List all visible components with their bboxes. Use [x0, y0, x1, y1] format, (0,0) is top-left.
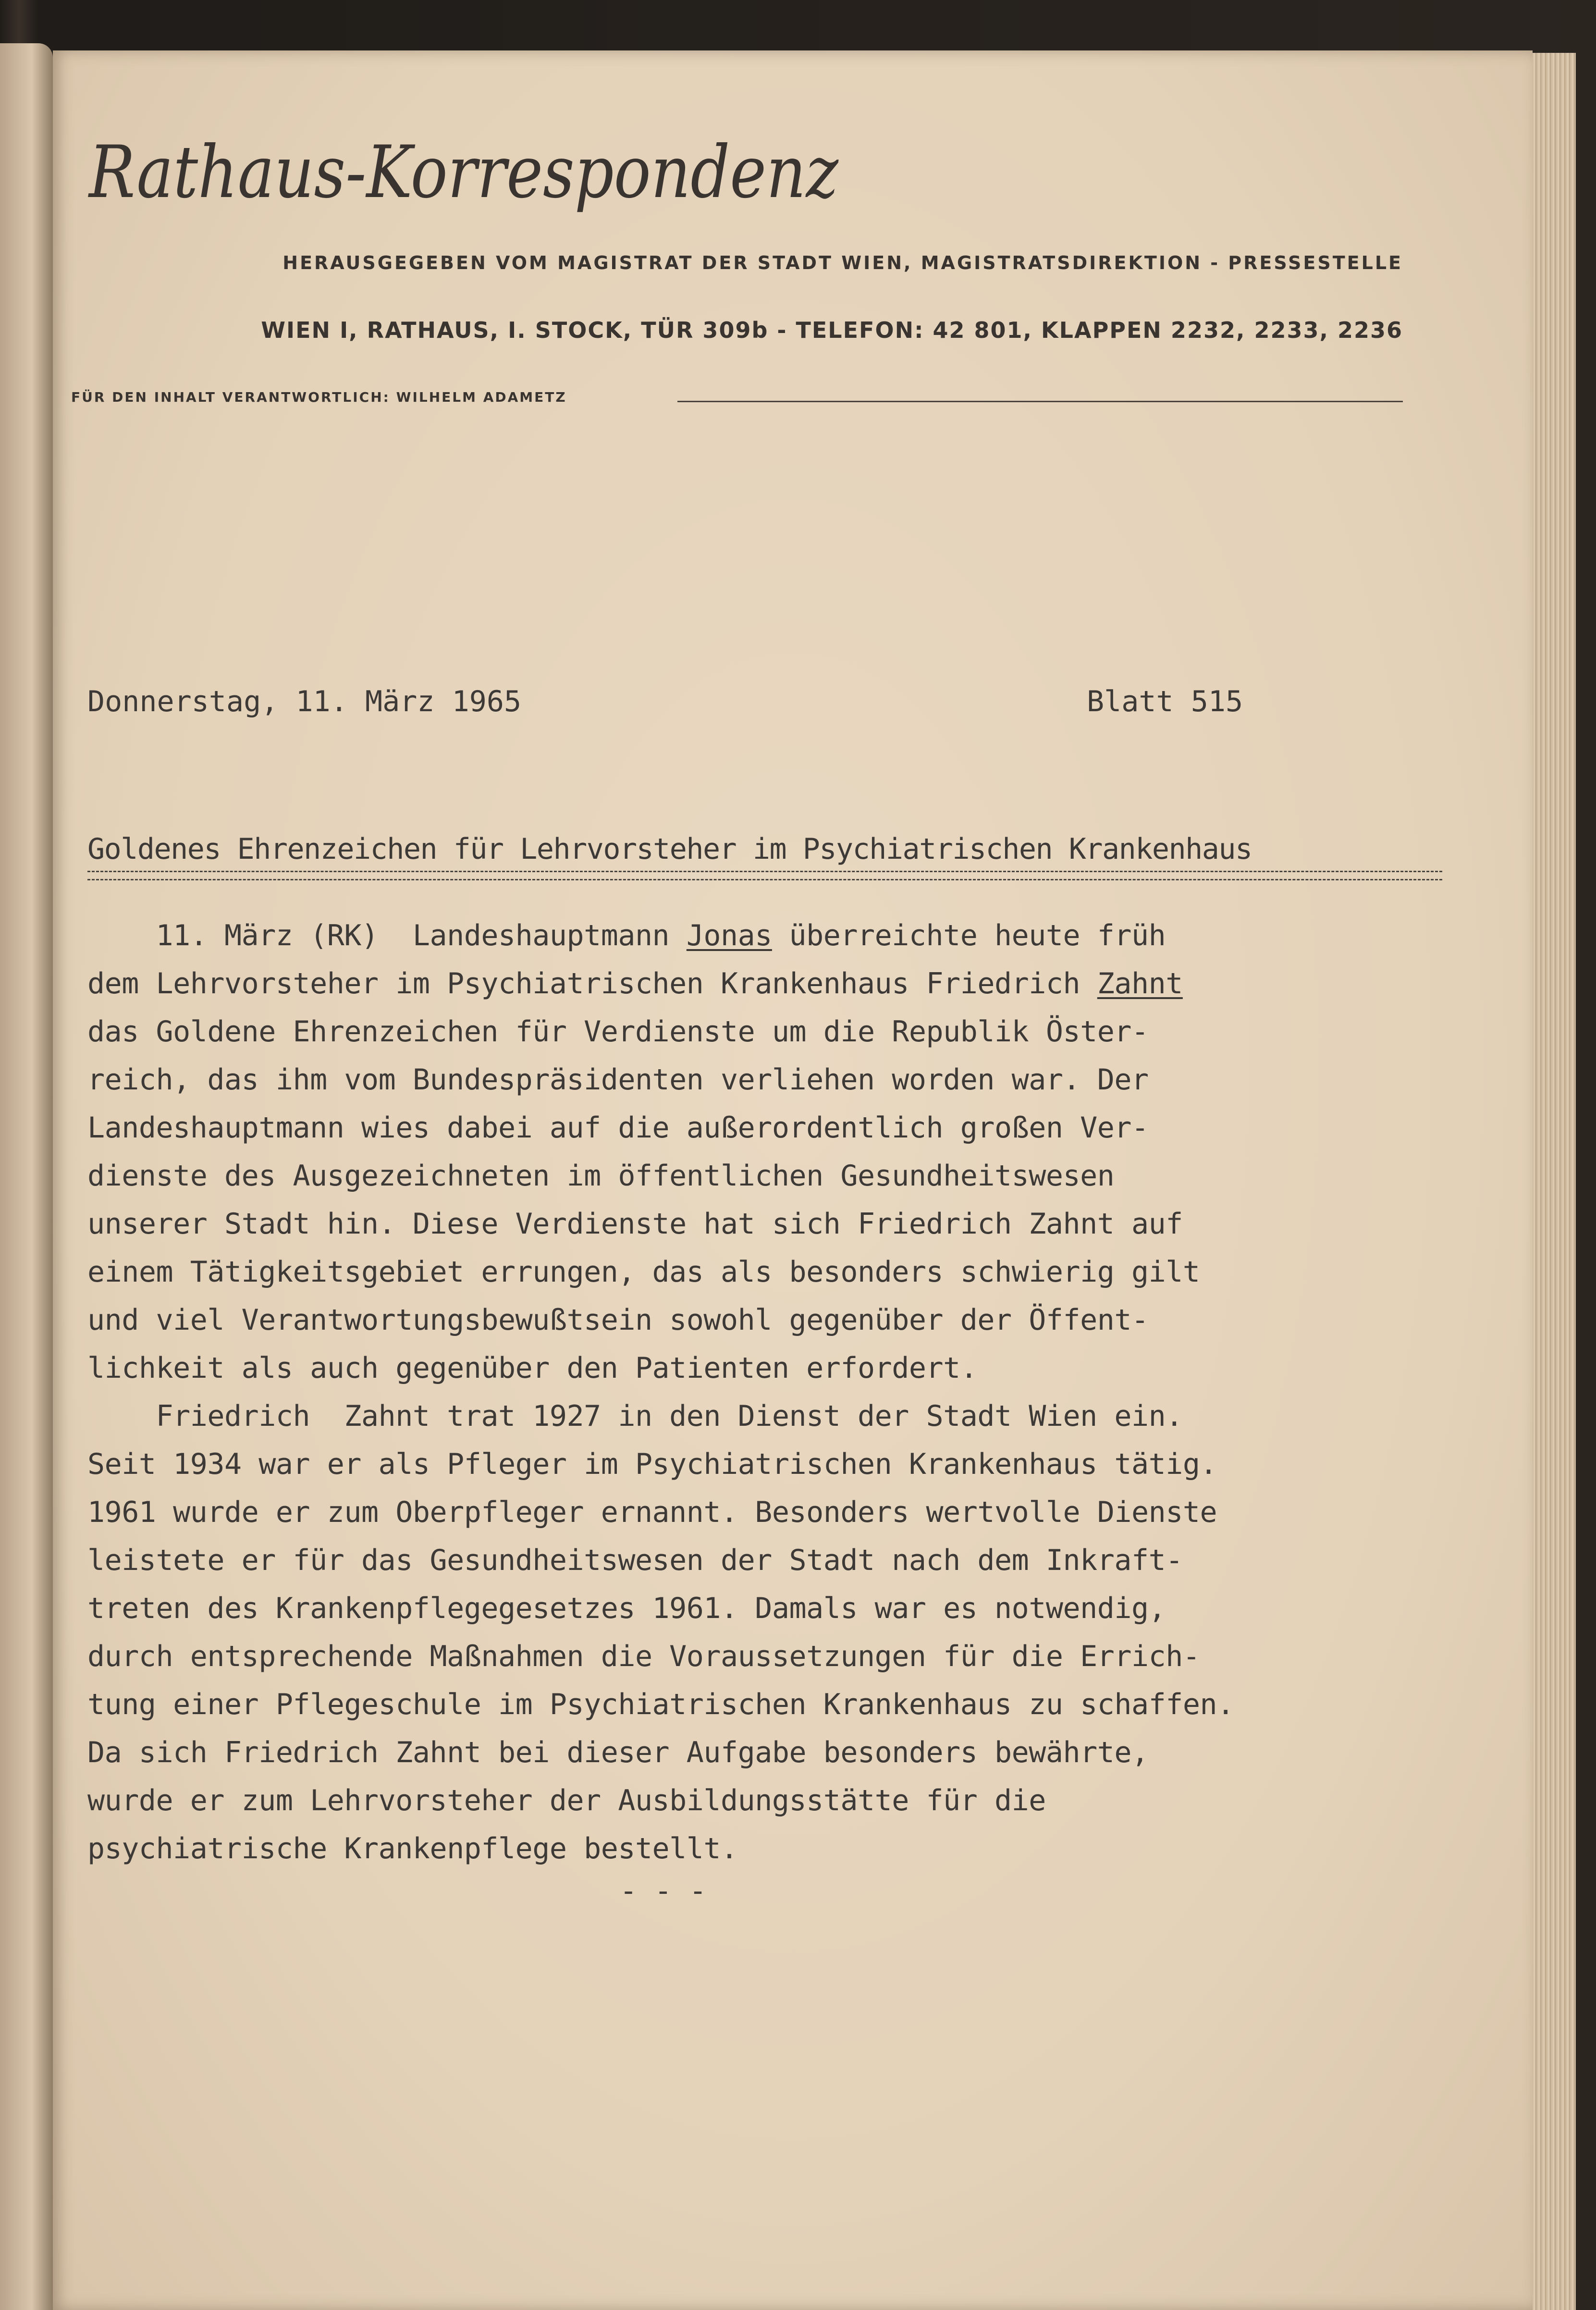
- body-line: Landeshauptmann wies dabei auf die außerordentlich großen Ver-: [87, 1111, 1149, 1145]
- date-line: Donnerstag, 11. März 1965: [87, 685, 522, 718]
- body-line: leistete er für das Gesundheitswesen der Stadt nach dem Inkraft-: [87, 1544, 1183, 1577]
- body-line: Friedrich Zahnt trat 1927 in den Dienst der Stadt Wien ein.: [87, 1399, 1183, 1433]
- sheet-number: Blatt 515: [1087, 685, 1243, 718]
- body-line: treten des Krankenpflegegesetzes 1961. Damals war es notwendig,: [87, 1592, 1166, 1625]
- body-line: 11. März (RK) Landeshauptmann Jonas überreichte heute früh: [87, 919, 1166, 952]
- body-line: dienste des Ausgezeichneten im öffentlichen Gesundheitswesen: [87, 1159, 1115, 1193]
- body-line: psychiatrische Krankenpflege bestellt.: [87, 1832, 738, 1865]
- heading-double-rule: [87, 871, 1442, 880]
- body-line: unserer Stadt hin. Diese Verdienste hat sich Friedrich Zahnt auf: [87, 1207, 1183, 1241]
- left-page-edge: [0, 43, 53, 2310]
- masthead-title-logo: [84, 125, 901, 231]
- address-line: WIEN I, RATHAUS, I. STOCK, TÜR 309b - TELEFON: 42 801, KLAPPEN 2232, 2233, 2236: [261, 317, 1403, 343]
- responsible-line: FÜR DEN INHALT VERANTWORTLICH: WILHELM ADAMETZ: [71, 389, 567, 405]
- body-line: und viel Verantwortungsbewußtsein sowohl gegenüber der Öffent-: [87, 1303, 1149, 1337]
- end-mark: - - -: [620, 1874, 707, 1908]
- body-line: dem Lehrvorsteher im Psychiatrischen Krankenhaus Friedrich Zahnt: [87, 967, 1183, 1001]
- body-line: durch entsprechende Maßnahmen die Voraussetzungen für die Errich-: [87, 1640, 1200, 1673]
- body-line: 1961 wurde er zum Oberpfleger ernannt. Besonders wertvolle Dienste: [87, 1495, 1217, 1529]
- underlined-name: Jonas: [686, 919, 772, 952]
- page-stack-edges: [1533, 53, 1576, 2310]
- body-line: das Goldene Ehrenzeichen für Verdienste um die Republik Öster-: [87, 1015, 1149, 1049]
- body-line: einem Tätigkeitsgebiet errungen, das als besonders schwierig gilt: [87, 1255, 1200, 1289]
- article-heading: Goldenes Ehrenzeichen für Lehrvorsteher im Psychiatrischen Krankenhaus: [87, 832, 1252, 866]
- body-line: tung einer Pflegeschule im Psychiatrischen Krankenhaus zu schaffen.: [87, 1688, 1234, 1721]
- underlined-name: Zahnt: [1097, 967, 1183, 1001]
- responsible-rule: [677, 401, 1403, 402]
- body-line: lichkeit als auch gegenüber den Patienten erfordert.: [87, 1351, 978, 1385]
- masthead-title-text: Rathaus-Korrespondenz: [87, 131, 839, 214]
- body-line: Seit 1934 war er als Pfleger im Psychiatrischen Krankenhaus tätig.: [87, 1447, 1217, 1481]
- publisher-line: HERAUSGEGEBEN VOM MAGISTRAT DER STADT WIEN, MAGISTRATSDIREKTION - PRESSESTELLE: [282, 252, 1403, 273]
- body-line: wurde er zum Lehrvorsteher der Ausbildungsstätte für die: [87, 1784, 1046, 1817]
- body-line: Da sich Friedrich Zahnt bei dieser Aufgabe besonders bewährte,: [87, 1736, 1149, 1769]
- body-line: reich, das ihm vom Bundespräsidenten verliehen worden war. Der: [87, 1063, 1149, 1097]
